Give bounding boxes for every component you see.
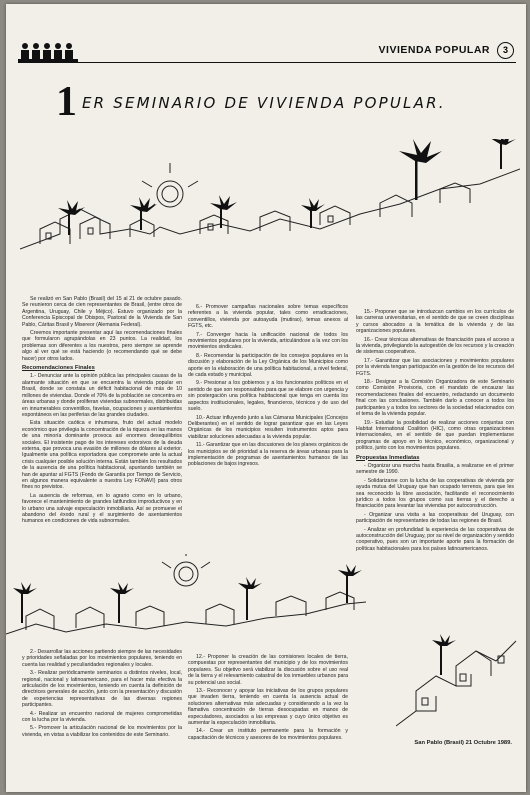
recommendation-17: 17.- Garantizar que las asociaciones y movimientos populares por la vivienda tengan participación en la gestión de los recursos del FGTS. bbox=[356, 357, 514, 377]
intro-paragraph-2: Creemos importante presentar aquí las recomendaciones finales que formularon agrupándolas en 23 puntos. La realidad, los problemas son diferentes a los nuestros, pero siempre se aprende algo al ver qué se está haciendo (o recomendando qué se debe hacer) por otros lados. bbox=[22, 330, 182, 362]
recommendation-6: 6.- Promover campañas nacionales sobre temas específicos referentes a la vivienda popular, tales como erradicaciones, conventillos, vivienda por autoayuda (mutirao), temas anexos al FGTS, etc. bbox=[188, 304, 348, 330]
header-rule bbox=[18, 62, 516, 63]
recommendation-8: 8.- Recomendar la participación de los consejos populares en la discusión y elaboración de la Ley Orgánica de los Municipios como aporte en la elaboración de una política habitacional, a nivel federal, de cada estado y municipal. bbox=[188, 352, 348, 379]
recommendation-16: 16.- Crear técnicas alternativas de financiación para el acceso a la vivienda, privilegiando la autogestión de los recursos y la creación de sistemas cooperativos. bbox=[356, 336, 514, 356]
recommendation-9: 9.- Presionar a los gobiernos y a los funcionarios políticos en el sentido de que son responsables para que se elabore con urgencia y sin postergación una política habitacional que tenga en cuenta los aspectos institucionales, legales, financieros, técnicos y de uso del suelo. bbox=[188, 380, 348, 413]
recommendation-1b: Esta situación caótica e inhumana, fruto del actual modelo económico que privilegia la concentración de la riqueza en las manos de una minoría dominante provoca así enormes desequilibrios sociales. El insistente pago de los intereses extorsivos de la deuda externa, que provoca una evasión de millones de dólares al exterior. Igualmente una política exportadora que compromete ante la actual crisis cualquier posible solución interna. Están también los resultados de la ausencia de una política habitacional, apuntando también se han de apuntar al FGTS (Fondo de Garantía por Tiempo de Servicio, en algunos manera equivalente a nuestra Ley FONAVI) para otros fines no previstos. bbox=[22, 420, 182, 491]
recommendation-1c: La ausencia de reformas, en lo agrario como en lo urbano, favorece el mantenimiento de grandes latifundios improductivos y en lo urbano una salvaje especulación inmobiliaria. Así se promueve el abandono del éxodo rural y el surgimiento de asentamientos humanos en condiciones de vida subnormales. bbox=[22, 492, 182, 525]
recommendation-19: 19.- Estudiar la posibilidad de realizar acciones conjuntas con Habitat International Coalition (HIC), como otras organizaciones internacionales, en el sentido de que puedan implementarse programas de apoyo en lo técnico, económico, organizacional y político, junto con los movimientos populares. bbox=[356, 419, 514, 452]
recommendation-12: 12.- Proponer la creación de las comisiones locales de tierra, compuestas por representantes del municipio y de los movimientos populares. Su objetivo será viabilizar la discusión sobre el uso real de la tierra y el relevamiento catastral de los inmuebles urbanos para su potencial uso social. bbox=[188, 654, 348, 686]
page-header bbox=[18, 42, 516, 66]
article-title bbox=[56, 79, 526, 125]
intro-paragraph-1: Se realizó en San Pablo (Brasil) del 15 al 21 de octubre pasado. Se reunieron cerca de cien representantes de Brasil, (entre otros de Argentina, Uruguay, Chile y Méjico). Estuvo organizado por la Conferencia Episcopal de Obispos, Pastoral de la Vivienda de San Pablo, Cáritas Brasil y Misereor (Alemania Federal). bbox=[22, 296, 182, 328]
people-logo-icon bbox=[18, 42, 78, 64]
signature: San Pablo (Brasil) 21 Octubre 1989. bbox=[414, 740, 512, 746]
recommendation-18: 18.- Designar a la Comisión Organizadora de este Seminario como Comisión Provisoria, con el mandato de encauzar las recomendaciones finales del encuentro, redactando un documento final con las conclusiones. También darlo a conocer a todos los participantes y a todos los sectores de la sociedad relacionados con el tema de la vivienda popular. bbox=[356, 379, 514, 418]
houses-illustration-right bbox=[396, 616, 521, 731]
section-title: VIVIENDA POPULAR bbox=[378, 44, 490, 56]
recommendation-4: 4.- Realizar un encuentro nacional de mujeres comprometidas con la lucha por la vivienda. bbox=[22, 710, 182, 724]
town-illustration-bottom bbox=[6, 554, 366, 644]
town-illustration-top bbox=[20, 139, 520, 259]
proposals-heading: Propuestas Inmediatas bbox=[356, 454, 420, 461]
recommendation-13: 13.- Reconocer y apoyar las iniciativas de los grupos populares que invaden tierra, teniendo en cuenta la ausencia actual de soluciones alternativas más adecuadas y considerando a la vez la flamativa concentración de tierras desocupadas en manos de especuladores, asociados a las empresas y cuyo único objetivo es aumentar la especulación inmobiliaria. bbox=[188, 688, 348, 727]
recommendation-10: 10.- Actuar influyendo junto a las Cámaras Municipales (Concejos Deliberantes) en el sentido de lograr garantizar que en las Leyes Orgánicas de los municipios resulten instrumentos aptos para viabilizar soluciones adecuadas a la vivienda popular. bbox=[188, 414, 348, 440]
column-3 bbox=[356, 309, 514, 554]
title-initial: 1 bbox=[56, 79, 77, 125]
recommendations-heading: Recomendaciones Finales bbox=[22, 365, 95, 372]
proposal-1: - Organizar una marcha hasta Brasilia, a realizarse en el primer semestre de 1990. bbox=[356, 462, 514, 476]
column-2 bbox=[188, 304, 348, 470]
title-text: ER SEMINARIO DE VIVIENDA POPULAR. bbox=[82, 94, 446, 112]
column-1 bbox=[22, 296, 182, 527]
recommendation-7: 7.- Converger hacia la unificación nacional de todos los movimientos populares por la vivienda, articulándose a la vez con los movimientos sindicales. bbox=[188, 331, 348, 351]
column-4 bbox=[22, 649, 182, 740]
recommendation-5: 5.- Promover la articulación nacional de los movimientos por la vivienda, en vistas a viabilizar los contenidos de este Seminario. bbox=[22, 725, 182, 738]
proposal-4: - Analizar en profundidad la experiencia de las cooperativas de autoconstrucción del Uruguay, por su nivel de organización y sentido cooperativo, pues son un importante aporte para la formación de políticas habitacionales para los países latinoamericanos. bbox=[356, 526, 514, 552]
page-number: 3 bbox=[497, 42, 514, 59]
recommendation-1: 1.- Denunciar ante la opinión pública las principales causas de la alarmante situación en que se encuentra la vivienda popular en Brasil, donde se constata un déficit habitacional de más de 10 millones de viviendas. Donde el 70% de la población se concentra en áreas urbanas y donde proliferan viviendas subnormales, distribuidas en innumerables conventillos, favelas, ocupaciones y asentamientos espontáneos en las periferias de las grandes ciudades. bbox=[22, 373, 182, 418]
newsletter-page bbox=[6, 4, 526, 792]
column-5 bbox=[188, 654, 348, 743]
recommendation-11: 11.- Garantizar que en las discusiones de los planes orgánicos de los municipios se dé prioridad a la reserva de áreas urbanas para la implementación de programas de asentamientos humanos de las poblaciones de bajos ingresos. bbox=[188, 442, 348, 468]
proposal-3: - Organizar una visita a las cooperativas del Uruguay, con participación de representantes de todas las regiones de Brasil. bbox=[356, 511, 514, 525]
proposal-2: - Solidarizarse con la lucha de las cooperativas de vivienda por ayuda mutua del Uruguay que han ocupado terrenos, para que les sea reconocido la libre asociación, facilitando el reconocimiento jurídico a todos los grupos como sus tierras y el derecho a financiación para levantar las viviendas por autoconstrucción. bbox=[356, 477, 514, 510]
recommendation-15: 15.- Proponer que se introduzcan cambios en los currículos de las carreras universitarias, en el sentido de que se creen disciplinas y cursos abocados a la temática de la vivienda y de las organizaciones populares. bbox=[356, 309, 514, 335]
recommendation-14: 14.- Crear un instituto permanente para la formación y capacitación de técnicos y asesores de los movimientos populares. bbox=[188, 728, 348, 741]
recommendation-2: 2.- Desarrollar las acciones partiendo siempre de las necesidades y prioridades señaladas por los movimientos populares, teniendo en cuenta las realidad y peculiaridades regionales y locales. bbox=[22, 649, 182, 668]
recommendation-3: 3.- Realizar periódicamente seminarios a distintos niveles, local, regional, nacional y latinoamericano, para el hacer más efectiva la articulación de los movimientos, teniendo en cuenta la definición de directrices generales de acción, junto con la presentación y discusión de experiencias representativas de las diversas regiones participantes. bbox=[22, 670, 182, 709]
